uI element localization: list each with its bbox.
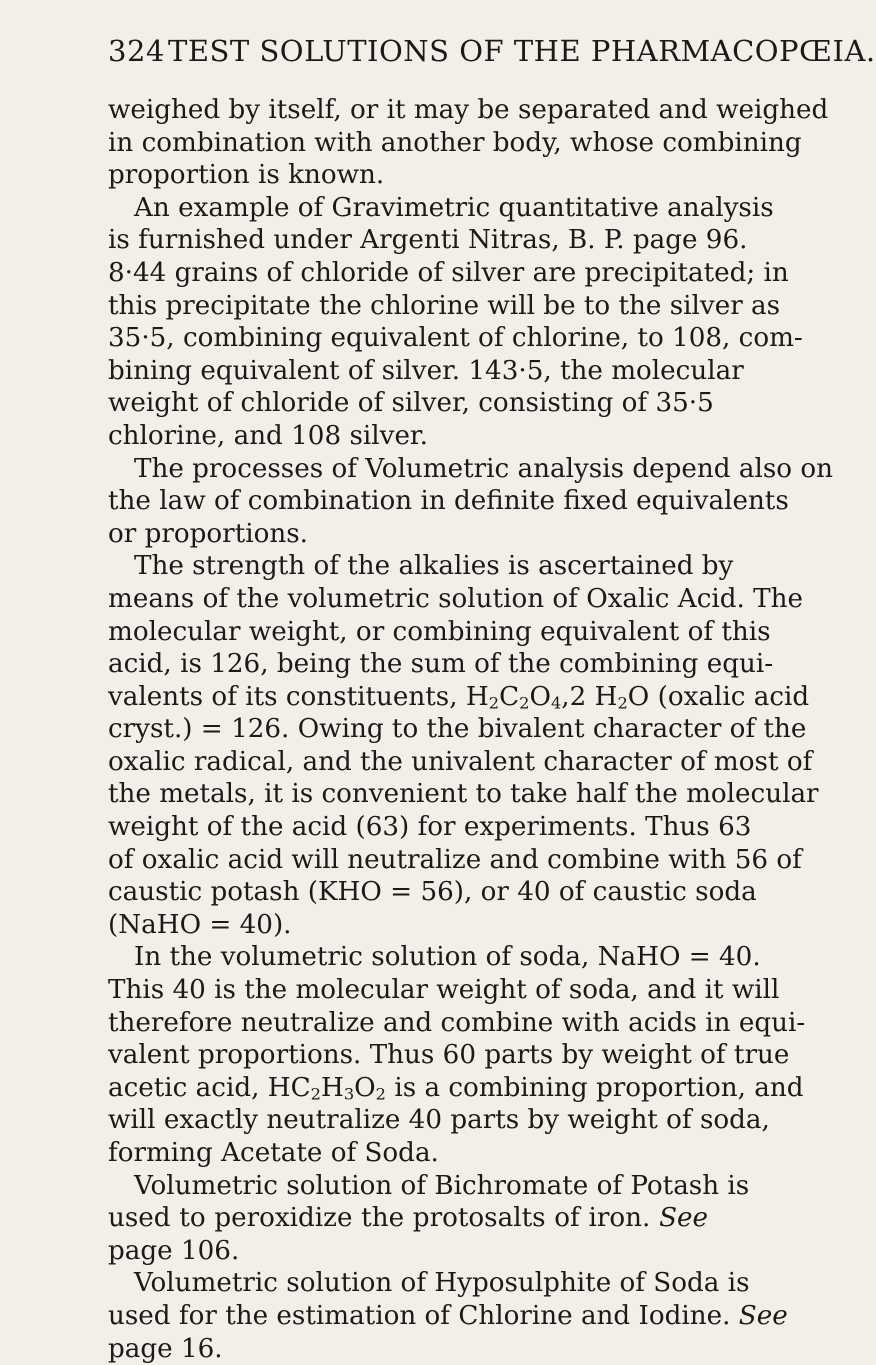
text-line: In the volumetric solution of soda, NaHO = 40. (134, 942, 761, 973)
text-line: is furnished under Argenti Nitras, B. P. page 96. (108, 225, 748, 256)
text-line: page 16. (108, 1333, 223, 1364)
text-line: forming Acetate of Soda. (108, 1138, 439, 1168)
text-line: An example of Gravimetric quantitative analysis (134, 192, 774, 223)
acetic-acid-formula: $HC_2H_3O_2$ (267, 1072, 386, 1104)
text-line: weighed by itself, or it may be separated and weighed (108, 95, 829, 125)
oxalic-acid-formula: $H_2C_2O_4,2$ $H_2O$ (465, 681, 650, 713)
text-line: of oxalic acid will neutralize and combine with 56 of (108, 844, 802, 875)
text-line: valent proportions. Thus 60 parts by weight of true (108, 1040, 790, 1071)
text-line: The processes of Volumetric analysis depend also on (134, 453, 834, 484)
text-line: oxalic radical, and the univalent character of most of (108, 746, 813, 777)
text-line: molecular weight, or combining equivalent of this (108, 616, 771, 647)
text-line: cryst.) = 126. Owing to the bivalent character of the (108, 714, 807, 745)
text-line: acid, is 126, being the sum of the combining equi- (108, 649, 774, 680)
text-line: page 106. (108, 1235, 240, 1266)
text-line: this precipitate the chlorine will be to the silver as (108, 290, 781, 321)
text-line: caustic potash (KHO = 56), or 40 of caustic soda (108, 877, 757, 908)
see-reference: See (659, 1203, 709, 1234)
running-title: TEST SOLUTIONS OF THE PHARMACOPŒIA. (168, 34, 876, 68)
text-line: will exactly neutralize 40 parts by weight of soda, (108, 1105, 770, 1136)
text-fragment: valents of its constituents, (108, 681, 458, 712)
text-fragment: acetic acid, (108, 1072, 260, 1103)
text-fragment: (oxalic acid (657, 681, 810, 712)
text-line: weight of the acid (63) for experiments. Thus 63 (108, 812, 752, 843)
text-line-with-reference: used to peroxidize the protosalts of iron. See (108, 1203, 709, 1234)
text-line: in combination with another body, whose combining (108, 127, 802, 158)
text-line: chlorine, and 108 silver. (108, 420, 428, 451)
text-line: The strength of the alkalies is ascertained by (134, 551, 734, 582)
see-reference: See (738, 1300, 788, 1331)
text-line: weight of chloride of silver, consisting of 35·5 (108, 388, 714, 419)
text-line: or proportions. (108, 518, 308, 549)
text-line: 35·5, combining equivalent of chlorine, to 108, com- (108, 323, 803, 354)
text-line: bining equivalent of silver. 143·5, the molecular (108, 355, 744, 386)
body-text (108, 94, 834, 1365)
text-line: therefore neutralize and combine with acids in equi- (108, 1007, 806, 1038)
text-line: This 40 is the molecular weight of soda, and it will (108, 975, 780, 1006)
text-line: Volumetric solution of Hyposulphite of Soda is (134, 1268, 750, 1299)
page-number: 324 (108, 34, 165, 68)
formula-line-oxalic (108, 681, 810, 714)
text-line: Volumetric solution of Bichromate of Potash is (134, 1170, 750, 1201)
text-line: proportion is known. (108, 160, 385, 191)
running-header (108, 34, 876, 68)
formula-line-acetic (108, 1072, 804, 1105)
text-line: (NaHO = 40). (108, 909, 292, 940)
text-line: the law of combination in definite fixed equivalents (108, 486, 789, 517)
text-fragment: is a combining proportion, and (394, 1072, 804, 1103)
text-line: means of the volumetric solution of Oxalic Acid. The (108, 583, 803, 614)
text-line: the metals, it is convenient to take half the molecular (108, 779, 819, 810)
text-line: 8·44 grains of chloride of silver are precipitated; in (108, 257, 789, 288)
text-line-with-reference: used for the estimation of Chlorine and Iodine. See (108, 1300, 788, 1331)
